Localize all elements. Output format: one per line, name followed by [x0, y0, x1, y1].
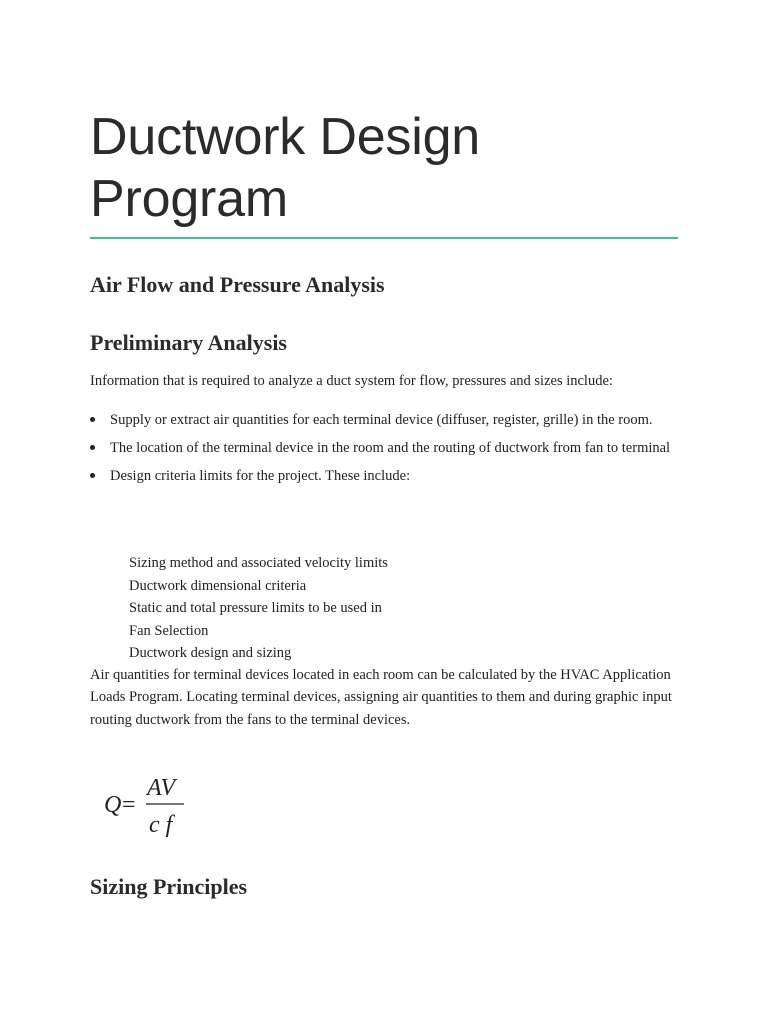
formula-lhs: Q	[104, 792, 122, 818]
criteria-item: Ductwork dimensional criteria	[129, 577, 307, 594]
bullet-icon	[90, 445, 95, 450]
criteria-item: Ductwork design and sizing	[129, 645, 292, 661]
subsection-heading: Preliminary Analysis	[90, 330, 287, 355]
airflow-formula	[104, 774, 224, 840]
list-item-text: The location of the terminal device in the room and the routing of ductwork from fan to terminal	[110, 440, 671, 456]
formula-equals: =	[122, 792, 136, 818]
requirements-list	[90, 409, 690, 493]
list-item	[90, 437, 690, 459]
intro-paragraph: Information that is required to analyze a duct system for flow, pressures and sizes include:	[90, 373, 613, 389]
list-item-text: Supply or extract air quantities for each terminal device (diffuser, register, grille) in the room.	[110, 412, 653, 428]
sizing-principles-heading: Sizing Principles	[90, 874, 248, 899]
criteria-item: Sizing method and associated velocity limits	[129, 555, 388, 571]
formula-denominator: c f	[149, 812, 173, 838]
list-item-text: Design criteria limits for the project. These include:	[110, 468, 411, 484]
formula-numerator: AV	[147, 775, 176, 801]
criteria-list	[129, 552, 629, 665]
criteria-item: Fan Selection	[129, 622, 209, 639]
criteria-item: Static and total pressure limits to be used in	[129, 600, 382, 616]
title-divider	[90, 237, 678, 239]
page-title: Ductwork Design Program	[90, 108, 481, 228]
bullet-icon	[90, 473, 95, 478]
body-paragraph: Air quantities for terminal devices located in each room can be calculated by the HVAC Application Loads Program. Locating terminal devices, assigning air quantities to them and during graphic input routing ductwork from the fans to the terminal devices.	[90, 667, 672, 728]
list-item	[90, 409, 690, 431]
section-heading: Air Flow and Pressure Analysis	[90, 272, 385, 297]
list-item	[90, 465, 690, 487]
bullet-icon	[90, 417, 95, 422]
